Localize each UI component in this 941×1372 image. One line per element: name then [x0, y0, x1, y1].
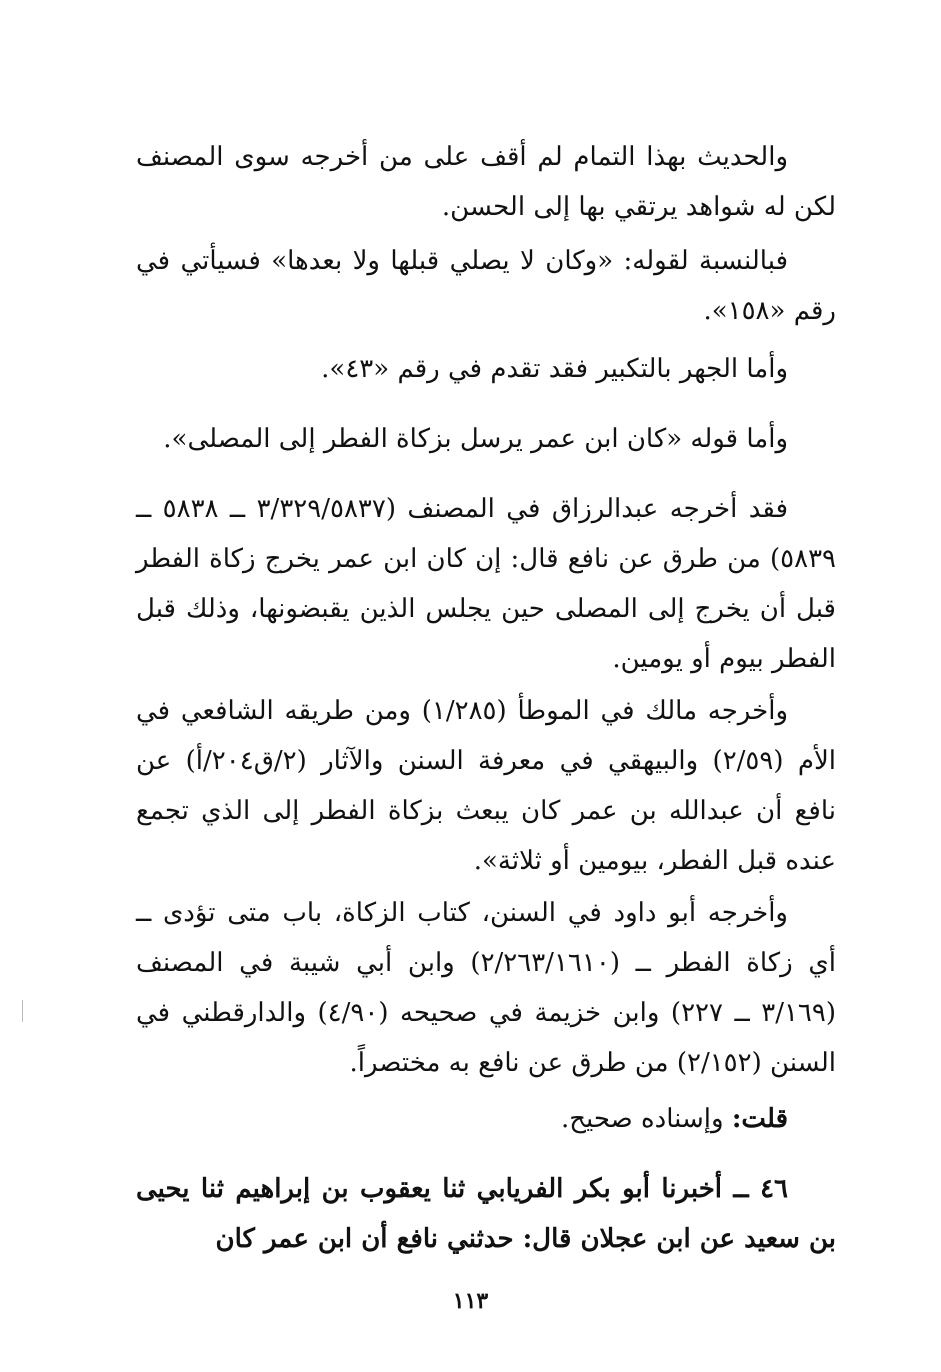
paragraph-abudawud-source: وأخرجه أبو داود في السنن، كتاب الزكاة، باب متى تؤدى ــ أي زكاة الفطر ــ (٢/٢٦٣/١٦١٠) وابن أبي شيبة في المصنف (٣/١٦٩ ــ ٢٢٧) وابن خزيمة في صحيحه (٤/٩٠) والدارقطني في السنن (٢/١٥٢) من طرق عن نافع به مختصراً. [136, 898, 837, 1078]
verdict-label: قلت: [731, 1104, 788, 1134]
paragraph-abdulrazzaq-source: فقد أخرجه عبدالرزاق في المصنف (٣/٣٢٩/٥٨٣٧ ــ ٥٨٣٨ ــ ٥٨٣٩) من طرق عن نافع قال: إن كان ابن عمر يخرج زكاة الفطر قبل أن يخرج إلى المصلى حين يجلس الذين يقبضونها، وذلك قبل الفطر بيوم أو يومين. [136, 494, 836, 674]
paragraph-malik-source: وأخرجه مالك في الموطأ (١/٢٨٥) ومن طريقه الشافعي في الأم (٢/٥٩) والبيهقي في معرفة السنن والآثار (٢/ق٢٠٤/أ) عن نافع أن عبدالله بن عمر كان يبعث بزكاة الفطر إلى الذي تجمع عنده قبل الفطر، بيومين أو ثلاثة». [136, 696, 836, 876]
paragraph-hadith-status: والحديث بهذا التمام لم أقف على من أخرجه سوى المصنف لكن له شواهد يرتقي بها إلى الحسن. [136, 142, 836, 222]
paragraph-takbir-reference: وأما الجهر بالتكبير فقد تقدم في رقم «٤٣». [321, 354, 788, 384]
verdict-text: وإسناده صحيح. [561, 1104, 724, 1134]
paragraph-hadith-46: ٤٦ ــ أخبرنا أبو بكر الفريابي ثنا يعقوب بن إبراهيم ثنا يحيى بن سعيد عن ابن عجلان قال: حدثني نافع أن ابن عمر كان [136, 1174, 836, 1254]
paragraph-zakat-quote: وأما قوله «كان ابن عمر يرسل بزكاة الفطر إلى المصلى». [163, 424, 788, 454]
paragraph-prayer-reference: فبالنسبة لقوله: «وكان لا يصلي قبلها ولا بعدها» فسيأتي في رقم «١٥٨». [136, 246, 836, 326]
page-number: ١١٣ [452, 1288, 489, 1314]
paragraph-verdict [136, 1094, 836, 1144]
scan-edge-mark [22, 1000, 23, 1022]
